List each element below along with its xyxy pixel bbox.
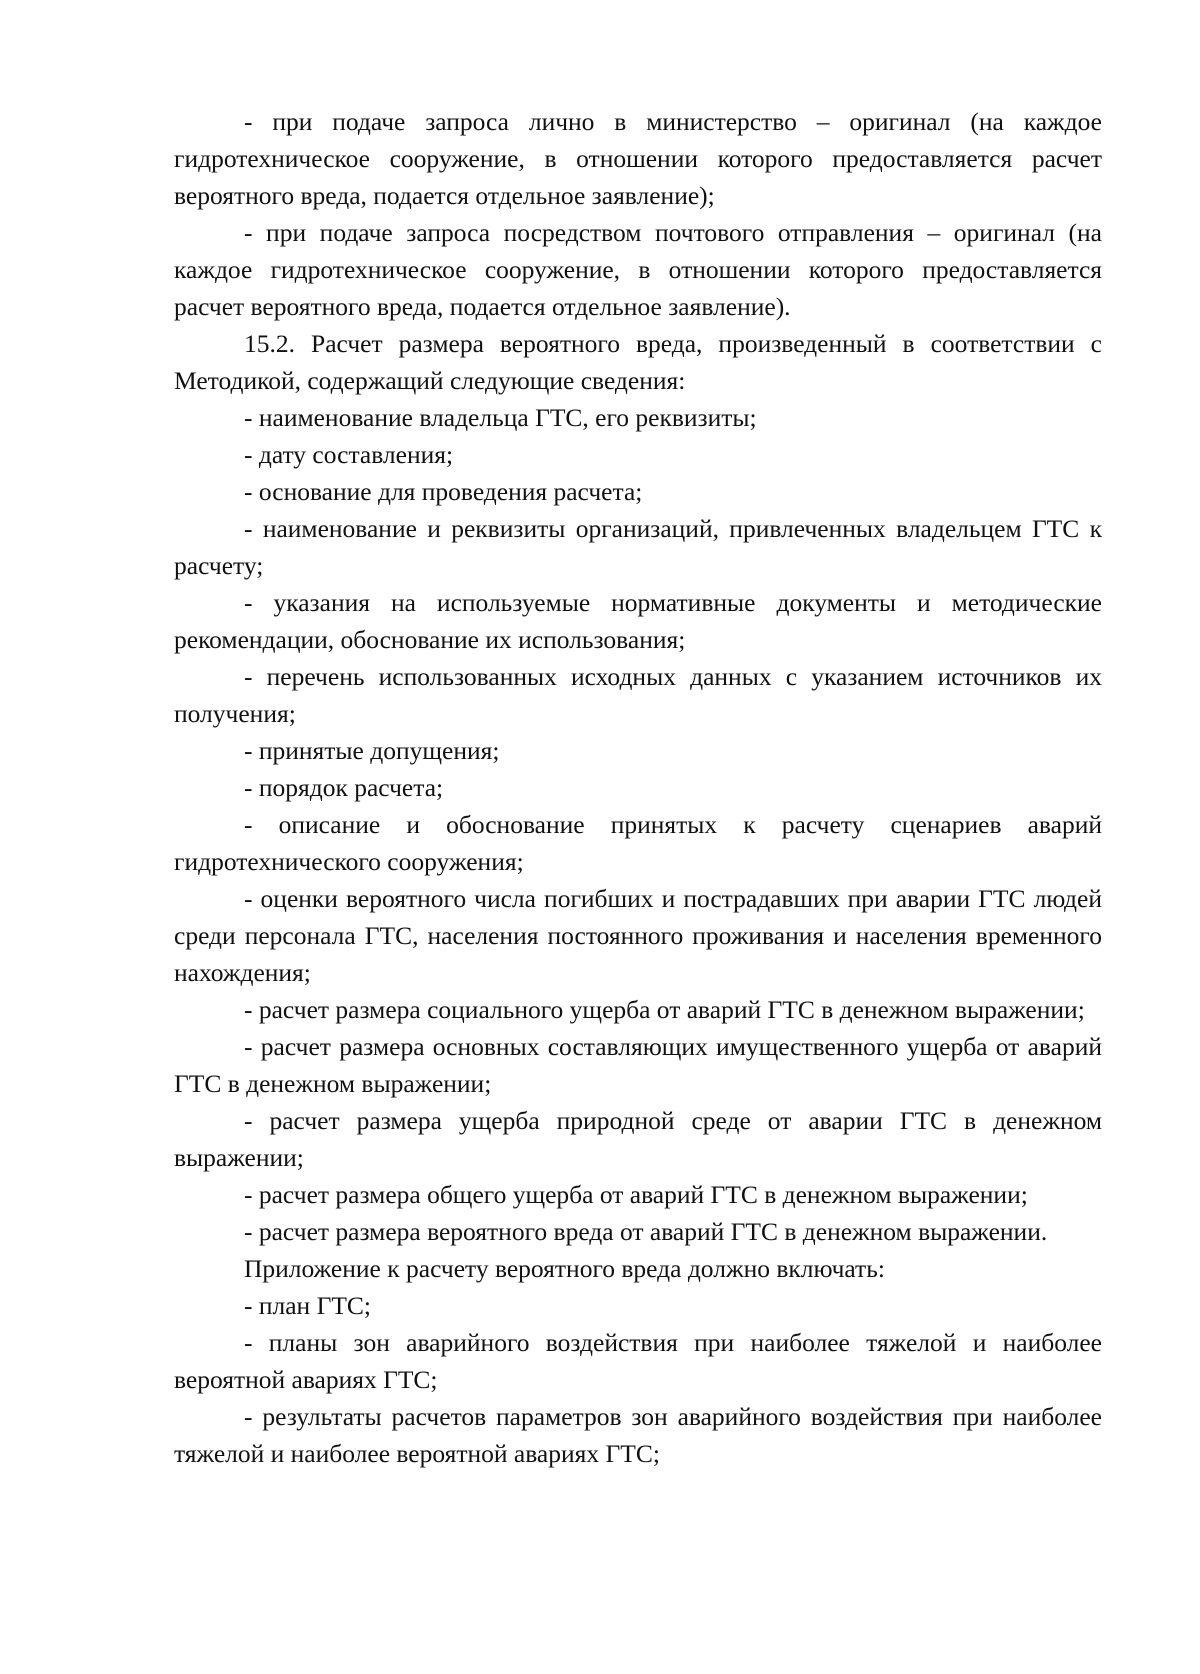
paragraph-13: - оценки вероятного числа погибших и пострадавших при аварии ГТС людей среди персонала ГТС, населения постоянного проживания и населения временного нахождения; [174,884,1102,987]
paragraph-17: - расчет размера общего ущерба от аварий ГТС в денежном выражении; [244,1180,1028,1209]
paragraph-19: Приложение к расчету вероятного вреда должно включать: [244,1254,885,1283]
paragraph-22: - результаты расчетов параметров зон аварийного воздействия при наиболее тяжелой и наиболее вероятной авариях ГТС; [174,1402,1102,1468]
paragraph-15: - расчет размера основных составляющих имущественного ущерба от аварий ГТС в денежном выражении; [174,1032,1102,1098]
paragraph-8: - указания на используемые нормативные документы и методические рекомендации, обоснование их использования; [174,588,1102,654]
paragraph-7: - наименование и реквизиты организаций, привлеченных владельцем ГТС к расчету; [174,514,1102,580]
paragraph-5: - дату составления; [244,440,454,469]
paragraph-18: - расчет размера вероятного вреда от аварий ГТС в денежном выражении. [244,1217,1048,1246]
paragraph-14: - расчет размера социального ущерба от аварий ГТС в денежном выражении; [244,995,1085,1024]
paragraph-10: - принятые допущения; [244,736,500,765]
paragraph-9: - перечень использованных исходных данных с указанием источников их получения; [174,662,1102,728]
paragraph-20: - план ГТС; [244,1291,371,1320]
paragraph-16: - расчет размера ущерба природной среде от аварии ГТС в денежном выражении; [174,1106,1102,1172]
paragraph-1: - при подаче запроса лично в министерство – оригинал (на каждое гидротехническое сооружение, в отношении которого предоставляется расчет вероятного вреда, подается отдельное заявление); [174,107,1102,210]
paragraph-6: - основание для проведения расчета; [244,477,643,506]
document-body [174,103,1102,1472]
paragraph-2: - при подаче запроса посредством почтового отправления – оригинал (на каждое гидротехническое сооружение, в отношении которого предоставляется расчет вероятного вреда, подается отдельное заявление). [174,218,1102,321]
paragraph-11: - порядок расчета; [244,773,444,802]
paragraph-21: - планы зон аварийного воздействия при наиболее тяжелой и наиболее вероятной авариях ГТС; [174,1328,1102,1394]
paragraph-3: 15.2. Расчет размера вероятного вреда, произведенный в соответствии с Методикой, содержащий следующие сведения: [174,329,1102,395]
paragraph-4: - наименование владельца ГТС, его реквизиты; [244,403,757,432]
paragraph-12: - описание и обоснование принятых к расчету сценариев аварий гидротехнического сооружения; [174,810,1102,876]
